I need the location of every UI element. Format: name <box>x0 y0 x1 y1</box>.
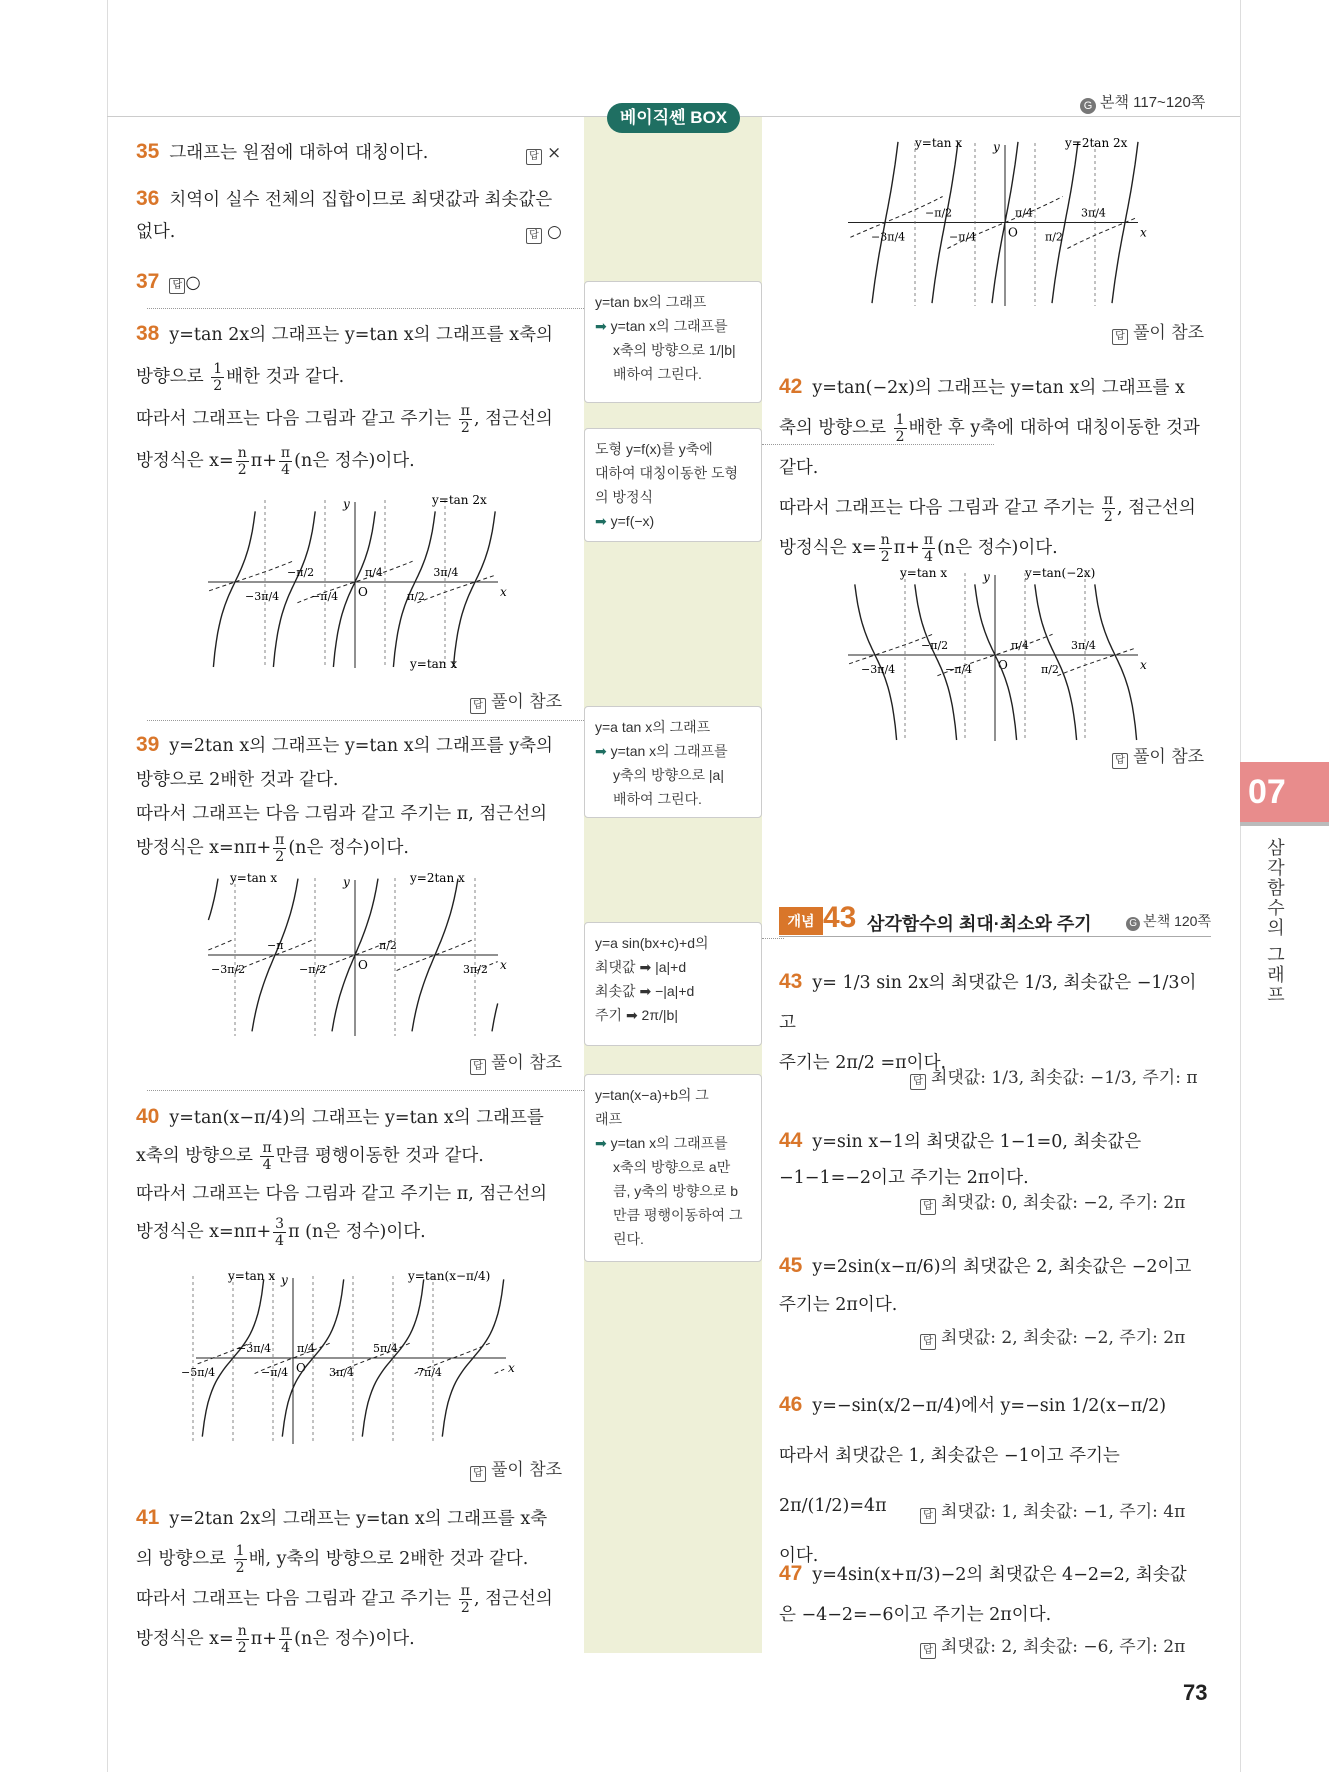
graph-39 <box>200 870 510 1040</box>
main-curve <box>1095 584 1137 740</box>
tick-label: π/4 <box>365 566 383 579</box>
book-icon: G <box>1080 98 1096 114</box>
problem-45: 45 y=2sin(x−π/6)의 최댓값은 2, 최솟값은 −2이고 주기는 2π이다. <box>779 1254 1192 1315</box>
side-note-translation: y=tan(x−a)+b의 그 래프 ➡ y=tan x의 그래프를 x축의 방향으로 a만 큼, y축의 방향으로 b 만큼 평행이동하여 그 린다. <box>584 1074 762 1262</box>
main-curve-label: y=2tan x <box>410 871 465 885</box>
origin-label: O <box>358 585 368 599</box>
problem-46: 46 y=−sin(x/2−π/4)에서 y=−sin 1/2(x−π/2) 따라서 최댓값은 1, 최솟값은 −1이고 주기는 2π/(1/2)=4π 이다. <box>779 1393 1167 1566</box>
problem-39: 39 y=2tan x의 그래프는 y=tan x의 그래프를 y축의 방향으로 2배한 것과 같다. 따라서 그래프는 다음 그림과 같고 주기는 π, 점근선의 방정식은 x=nπ+ $\frac{\pi}{2}$ (n은 정수)이다. <box>136 733 553 865</box>
tick-label: −π/2 <box>921 639 949 652</box>
tick-label: −3π/4 <box>237 1342 272 1355</box>
tick-label: 3π/4 <box>433 566 459 579</box>
problem-40: 40 y=tan(x−π/4)의 그래프는 y=tan x의 그래프를 x축의 방향으로 $\frac{\pi}{4}$ 만큼 평행이동한 것과 같다. 따라서 그래프는 다음 그림과 같고 주기는 π, 점근선의 방정식은 x=nπ+ $\frac{3}{4}$ π (n은 정수)이다. <box>136 1105 548 1249</box>
base-curve <box>208 939 233 950</box>
answer-icon: 답 <box>169 278 185 294</box>
tick-label: π/2 <box>407 590 425 603</box>
problem-47: 47 y=4sin(x+π/3)−2의 최댓값은 4−2=2, 최솟값 은 −4−2=−6이고 주기는 2π이다. <box>779 1562 1187 1625</box>
tick-label: −π/2 <box>299 963 327 976</box>
chapter-tab[interactable]: 07 <box>1240 762 1329 822</box>
book-icon: G <box>1126 917 1140 931</box>
fraction: $\frac{n}{2}$ <box>237 445 247 478</box>
base-curve <box>1057 648 1135 676</box>
tick-label: 3π/2 <box>463 963 488 976</box>
graph-38 <box>200 492 510 672</box>
answer-45: 답 최댓값: 2, 최솟값: −2, 주기: 2π <box>920 1323 1185 1350</box>
tick-label: −3π/2 <box>211 963 246 976</box>
tick-label: −π/4 <box>311 590 339 603</box>
origin-label: O <box>998 658 1008 672</box>
graph-40 <box>181 1268 518 1448</box>
origin-label: O <box>296 1361 306 1375</box>
answer-icon: 답 <box>526 228 542 244</box>
y-axis-label: y <box>993 140 1000 154</box>
x-axis-label: x <box>500 585 507 599</box>
fraction: $\frac{1}{2}$ <box>895 412 905 445</box>
answer-icon: 답 <box>920 1643 936 1659</box>
tick-label: −π/2 <box>925 206 953 220</box>
main-curve-label: y=2tan 2x <box>1065 136 1128 150</box>
main-curve-label: y=tan 2x <box>432 493 487 507</box>
fraction: $\frac{n}{2}$ <box>237 1623 247 1656</box>
answer-39: 답 풀이 참조 <box>470 1048 562 1075</box>
connector-40 <box>147 1090 584 1091</box>
x-axis-label: x <box>500 958 507 972</box>
answer-40: 답 풀이 참조 <box>470 1455 562 1482</box>
base-curve-label: y=tan x <box>900 566 948 580</box>
main-curve-label: y=tan(−2x) <box>1025 566 1096 580</box>
fraction: $\frac{1}{2}$ <box>235 1543 245 1576</box>
fraction: $\frac{\pi}{2}$ <box>275 832 285 865</box>
problem-42: 42 y=tan(−2x)의 그래프는 y=tan x의 그래프를 x 축의 방향으로 $\frac{1}{2}$ 배한 후 y축에 대하여 대칭이동한 것과 같다. 따라서 그래프는 다음 그림과 같고 주기는 $\frac{\pi}{2}$ , 점근선의 방정식은 x= $\frac{n}{2}$ π+ $\frac{\pi}{4}$ (n은 정수)이다. <box>779 375 1200 565</box>
chapter-title: 삼각함수의 그래프 <box>1265 838 1285 1006</box>
base-curve-label: y=tan x <box>410 657 458 671</box>
answer-47: 답 최댓값: 2, 최솟값: −6, 주기: 2π <box>920 1632 1185 1659</box>
side-note-sin-max-min: y=a sin(bx+c)+d의 최댓값 ➡ |a|+d 최솟값 ➡ −|a|+d 주기 ➡ 2π/|b| <box>584 922 762 1046</box>
tick-label: 3π/4 <box>1081 206 1106 220</box>
answer-icon: 답 <box>920 1508 936 1524</box>
side-note-tan-bx: y=tan bx의 그래프 ➡ y=tan x의 그래프를 x축의 방향으로 1/|b| 배하여 그린다. <box>584 281 762 403</box>
tick-label: π/4 <box>1011 639 1029 652</box>
answer-icon: 답 <box>1112 753 1128 769</box>
graph-41 <box>840 135 1150 310</box>
fraction: $\frac{\pi}{4}$ <box>280 445 291 478</box>
main-curve <box>273 511 315 667</box>
page-edge-right <box>1240 0 1241 1772</box>
problem-36: 36 치역이 실수 전체의 집합이므로 최댓값과 최솟값은 없다. <box>136 187 553 242</box>
answer-35: 답 × <box>526 143 561 165</box>
answer-46: 답 최댓값: 1, 최솟값: −1, 주기: 4π <box>920 1497 1185 1524</box>
fraction: $\frac{\pi}{4}$ <box>280 1623 291 1656</box>
base-curve-label: y=tan x <box>230 871 278 885</box>
answer-icon: 답 <box>470 1059 486 1075</box>
book-reference: G 본책 117~120쪽 <box>1080 91 1205 114</box>
page-number: 73 <box>1183 1680 1208 1705</box>
page-edge-left <box>107 0 108 1772</box>
connector-39 <box>147 720 584 721</box>
answer-icon: 답 <box>526 149 542 165</box>
y-axis-label: y <box>281 1273 288 1287</box>
main-curve-label: y=tan(x−π/4) <box>408 1269 491 1283</box>
arrow-icon: ➡ <box>595 318 607 334</box>
problem-43: 43 y= 1/3 sin 2x의 최댓값은 1/3, 최솟값은 −1/3이고 주기는 2π/2 =π이다. <box>779 970 1197 1073</box>
tick-label: π/4 <box>1015 206 1033 220</box>
answer-44: 답 최댓값: 0, 최솟값: −2, 주기: 2π <box>920 1188 1185 1215</box>
problem-35: 35 그래프는 원점에 대하여 대칭이다. <box>136 140 429 163</box>
answer-icon: 답 <box>910 1074 926 1090</box>
fraction: $\frac{1}{2}$ <box>213 361 223 394</box>
base-curve <box>417 575 495 603</box>
tick-label: π/2 <box>1041 663 1059 676</box>
base-curve <box>209 561 293 591</box>
answer-icon: 답 <box>920 1199 936 1215</box>
arrow-icon: ➡ <box>595 743 607 759</box>
x-axis-label: x <box>1140 225 1147 240</box>
answer-38: 답 풀이 참조 <box>470 687 562 714</box>
connector-43 <box>762 938 784 939</box>
tick-label: −π/4 <box>945 663 973 676</box>
tick-label: π/4 <box>297 1342 315 1355</box>
y-axis-label: y <box>343 497 350 511</box>
tick-label: 5π/4 <box>373 1342 398 1355</box>
problem-38: 38 y=tan 2x의 그래프는 y=tan x의 그래프를 x축의 방향으로 $\frac{1}{2}$ 배한 것과 같다. 따라서 그래프는 다음 그림과 같고 주기는 $\frac{\pi}{2}$ , 점근선의 방정식은 x= $\frac{n}{2}$ π+ $\frac{\pi}{4}$ (n은 정수)이다. <box>136 322 553 478</box>
answer-icon: 답 <box>470 1466 486 1482</box>
tick-label: −π <box>267 939 284 952</box>
main-curve <box>975 584 1017 740</box>
base-curve <box>495 1369 505 1373</box>
fraction: $\frac{\pi}{4}$ <box>923 532 934 565</box>
answer-41: 답 풀이 참조 <box>1112 318 1204 345</box>
base-curve-label: y=tan x <box>228 1269 276 1283</box>
fraction: $\frac{\pi}{2}$ <box>460 1583 470 1616</box>
concept-header: 개념 43 삼각함수의 최대·최소와 주기 G 본책 120쪽 <box>779 905 1211 937</box>
tick-label: −3π/4 <box>861 663 896 676</box>
side-note-a-tan: y=a tan x의 그래프 ➡ y=tan x의 그래프를 y축의 방향으로 |a| 배하여 그린다. <box>584 706 762 818</box>
origin-label: O <box>1008 225 1018 240</box>
problem-41: 41 y=2tan 2x의 그래프는 y=tan x의 그래프를 x축 의 방향으로 $\frac{1}{2}$ 배, y축의 방향으로 2배한 것과 같다. 따라서 그래프는 다음 그림과 같고 주기는 $\frac{\pi}{2}$ , 점근선의 방정식은 x= $\frac{n}{2}$ π+ $\frac{\pi}{4}$ (n은 정수)이다. <box>136 1506 553 1656</box>
graph-42 <box>840 565 1150 745</box>
tick-label: −5π/4 <box>181 1366 216 1379</box>
main-curve <box>492 1003 498 1031</box>
fraction: $\frac{\pi}{4}$ <box>262 1140 272 1173</box>
connector-38 <box>147 308 584 309</box>
tick-label: 3π/4 <box>1071 639 1096 652</box>
y-axis-label: y <box>983 570 990 584</box>
answer-icon: 답 <box>920 1334 936 1350</box>
tick-label: −π/4 <box>261 1366 289 1379</box>
fraction: $\frac{\pi}{2}$ <box>1103 492 1113 525</box>
fraction: $\frac{\pi}{2}$ <box>460 403 470 436</box>
main-curve <box>208 879 218 920</box>
y-axis-label: y <box>343 875 350 889</box>
tick-label: π/2 <box>379 939 397 952</box>
tick-label: π/2 <box>1045 230 1063 244</box>
main-curve <box>333 511 375 667</box>
answer-icon: 답 <box>470 698 486 714</box>
fraction: $\frac{3}{4}$ <box>275 1216 285 1249</box>
origin-label: O <box>358 958 368 972</box>
answer-43: 답 최댓값: 1/3, 최솟값: −1/3, 주기: π <box>910 1063 1198 1090</box>
x-axis-label: x <box>1140 658 1147 672</box>
problem-44: 44 y=sin x−1의 최댓값은 1−1=0, 최솟값은 −1−1=−2이고 주기는 2π이다. <box>779 1129 1142 1188</box>
tick-label: 3π/4 <box>329 1366 354 1379</box>
answer-icon: 답 <box>1112 329 1128 345</box>
chapter-tab-underline <box>1240 822 1329 826</box>
arrow-icon: ➡ <box>595 1135 607 1151</box>
x-axis-label: x <box>508 1361 515 1375</box>
tick-label: 7π/4 <box>417 1366 442 1379</box>
side-note-symmetry: 도형 y=f(x)를 y축에 대하여 대칭이동한 도형 의 방정식 ➡ y=f(−x) <box>584 428 762 542</box>
tick-label: −π/4 <box>949 230 977 244</box>
answer-42: 답 풀이 참조 <box>1112 742 1204 769</box>
tick-label: −3π/4 <box>871 230 906 244</box>
tick-label: −3π/4 <box>245 590 280 603</box>
main-curve <box>453 511 495 667</box>
tick-label: −π/2 <box>287 566 315 579</box>
basic-box-badge: 베이직쎈 BOX <box>607 103 740 133</box>
arrow-icon: ➡ <box>595 513 607 529</box>
problem-37: 37 답 ○ <box>136 270 201 293</box>
fraction: $\frac{n}{2}$ <box>880 532 890 565</box>
answer-36: 답 ○ <box>526 222 562 244</box>
base-curve-label: y=tan x <box>915 136 963 150</box>
